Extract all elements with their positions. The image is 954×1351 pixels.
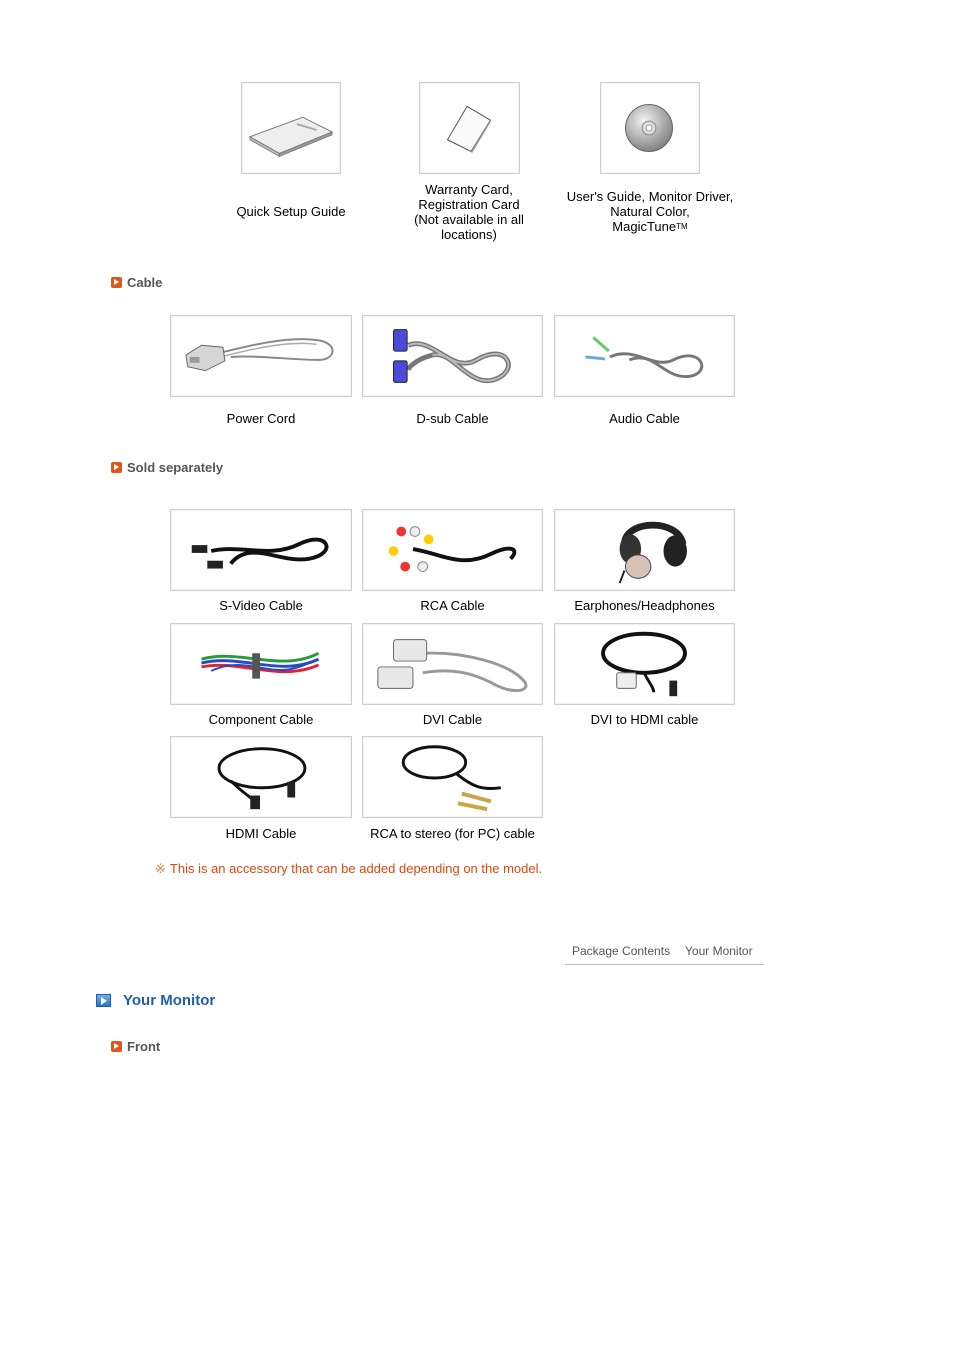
headphones-image: [554, 509, 735, 591]
section-arrow-icon: [111, 1041, 122, 1052]
caption-rca-stereo-cable: RCA to stereo (for PC) cable: [370, 826, 535, 841]
dvi-hdmi-cable-image: [554, 623, 735, 705]
dsub-cable-icon: [363, 316, 542, 396]
dsub-cable-image: [362, 315, 543, 397]
hdmi-cable-image: [170, 736, 352, 818]
warranty-card-image: [419, 82, 520, 174]
caption-component-cable: Component Cable: [208, 712, 314, 727]
rca-cable-icon: [363, 510, 542, 590]
cd-icon: [601, 83, 699, 173]
dvi-cable-icon: [363, 624, 542, 704]
caption-headphones: Earphones/Headphones: [574, 598, 715, 613]
nav-divider: [565, 964, 764, 965]
rca-cable-image: [362, 509, 543, 591]
note-mark-icon: ※: [155, 861, 166, 876]
caption-dvi-hdmi-cable: DVI to HDMI cable: [590, 712, 699, 727]
audio-cable-icon: [555, 316, 734, 396]
audio-cable-image: [554, 315, 735, 397]
power-cord-icon: [171, 316, 351, 396]
caption-warranty-card: Warranty Card, Registration Card (Not available in all locations): [414, 182, 524, 242]
booklet-icon: [242, 83, 340, 173]
section-arrow-icon: [111, 462, 122, 473]
section-arrow-icon: [111, 277, 122, 288]
caption-hdmi-cable: HDMI Cable: [225, 826, 297, 841]
svideo-cable-icon: [171, 510, 351, 590]
accessory-note: ※ This is an accessory that can be added depending on the model.: [155, 861, 543, 876]
nav-package-contents[interactable]: Package Contents: [572, 944, 671, 958]
rca-stereo-cable-image: [362, 736, 543, 818]
dvi-cable-image: [362, 623, 543, 705]
component-cable-image: [170, 623, 352, 705]
section-sold-separately: Sold separately: [111, 460, 223, 475]
headphones-icon: [555, 510, 734, 590]
section-front: Front: [111, 1039, 160, 1054]
rca-stereo-cable-icon: [363, 737, 542, 817]
caption-users-guide: User's Guide, Monitor Driver, Natural Color, MagicTune™: [566, 189, 734, 234]
section-cable: Cable: [111, 275, 162, 290]
component-cable-icon: [171, 624, 351, 704]
heading-arrow-icon: [96, 994, 111, 1007]
heading-your-monitor: Your Monitor: [96, 992, 215, 1009]
caption-quick-setup-guide: Quick Setup Guide: [236, 204, 346, 219]
card-icon: [420, 83, 519, 173]
power-cord-image: [170, 315, 352, 397]
dvi-hdmi-cable-icon: [555, 624, 734, 704]
cd-image: [600, 82, 700, 174]
caption-dvi-cable: DVI Cable: [422, 712, 483, 727]
caption-power-cord: Power Cord: [226, 411, 296, 426]
hdmi-cable-icon: [171, 737, 351, 817]
quick-setup-guide-image: [241, 82, 341, 174]
nav-your-monitor[interactable]: Your Monitor: [685, 944, 753, 958]
caption-rca-cable: RCA Cable: [420, 598, 485, 613]
svideo-cable-image: [170, 509, 352, 591]
caption-dsub-cable: D-sub Cable: [416, 411, 489, 426]
caption-svideo-cable: S-Video Cable: [219, 598, 303, 613]
caption-audio-cable: Audio Cable: [609, 411, 680, 426]
